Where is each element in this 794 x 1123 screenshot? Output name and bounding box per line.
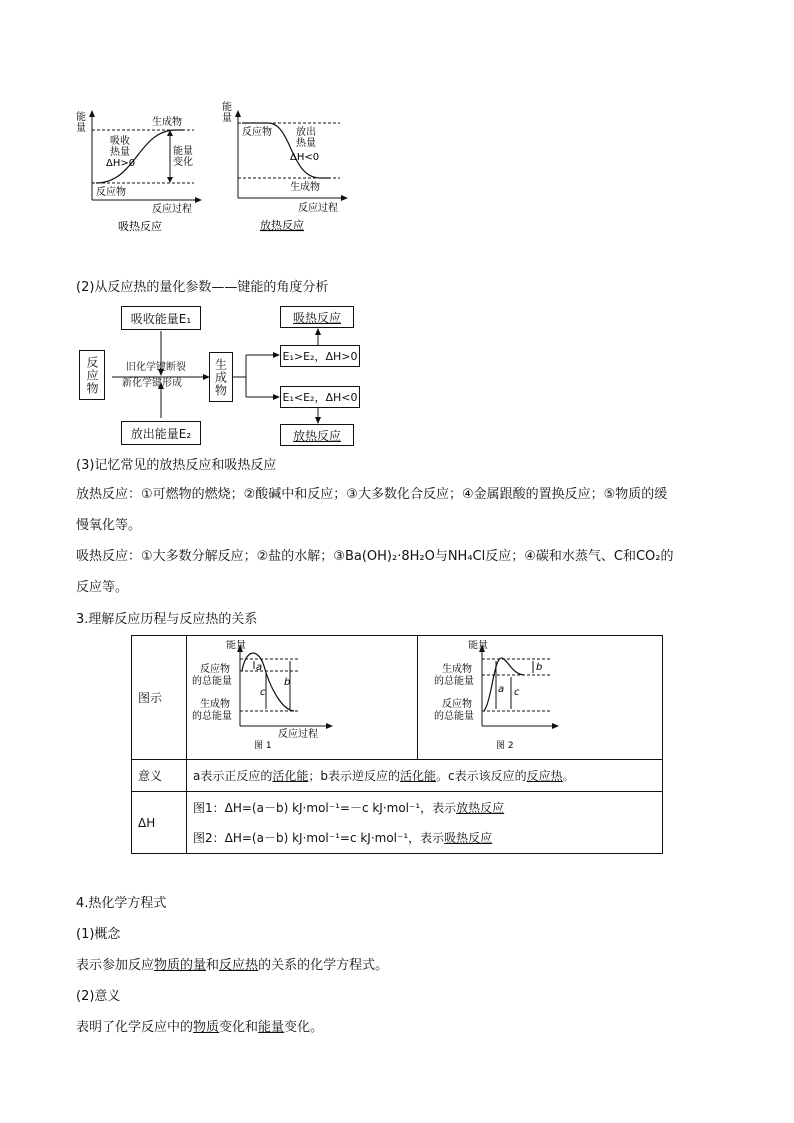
- meaning-part2: ；b表示逆反应的: [308, 769, 400, 783]
- meaning-reaction-heat: 反应热: [526, 769, 563, 783]
- part4-heading: 4.热化学方程式: [76, 896, 167, 911]
- exo-product-label: 生成物: [290, 182, 320, 193]
- endo-y-axis-2: 量: [76, 123, 86, 134]
- result-bottom-label: 放热反应: [292, 428, 341, 443]
- absorb-energy-label: 吸收能量E₁: [130, 311, 192, 326]
- table-row-label-dh: ΔH: [132, 792, 187, 854]
- reactant-box: [79, 350, 105, 400]
- product-box-label: 生成物: [213, 357, 228, 397]
- fig1-x-axis: 反应过程: [278, 729, 318, 740]
- exo-y-axis-1: 能: [222, 102, 232, 113]
- dh-fig2-line: [193, 823, 656, 853]
- meaning4-energy: 能量: [258, 1020, 285, 1035]
- endo-examples-line2: 反应等。: [76, 580, 129, 595]
- endo-x-axis: 反应过程: [152, 204, 192, 215]
- fig1-b: b: [284, 677, 291, 688]
- fig2-a: a: [498, 684, 505, 695]
- dh-fig1-text: 图1：ΔH=(a－b) kJ·mol⁻¹=－c kJ·mol⁻¹，表示: [193, 800, 457, 815]
- section3-heading: (3)记忆常见的放热反应和吸热反应: [76, 458, 277, 473]
- fig2-y-axis: 能量: [468, 640, 488, 651]
- meaning4-part1: 表明了化学反应中的: [76, 1020, 194, 1035]
- condition-bottom-label: E₁<E₂，ΔH<0: [282, 391, 358, 404]
- break-form-label-2: 新化学键形成: [122, 378, 182, 389]
- exo-reactant-label: 反应物: [242, 127, 272, 138]
- meaning-text: [76, 1020, 323, 1036]
- endo-absorb-2: 热量: [110, 147, 130, 158]
- meaning4-part3: 变化。: [284, 1020, 324, 1035]
- meaning4-part2: 变化和: [219, 1020, 259, 1035]
- dh-fig1-exothermic: 放热反应: [456, 800, 505, 815]
- meaning-heading: (2)意义: [76, 989, 121, 1004]
- result-top-label: 吸热反应: [292, 310, 341, 325]
- product-box: [209, 352, 233, 402]
- fig2-b: b: [536, 662, 543, 673]
- endothermic-diagram: [76, 108, 206, 233]
- part3-heading: 3.理解反应历程与反应热的关系: [76, 612, 258, 627]
- fig2-caption: 图 2: [496, 741, 514, 751]
- meaning-activation-forward: 活化能: [272, 769, 309, 783]
- exo-y-axis-2: 量: [222, 113, 232, 124]
- endo-caption: 吸热反应: [118, 220, 162, 233]
- table-meaning-cell: [187, 760, 663, 792]
- concept-part1: 表示参加反应: [76, 958, 155, 973]
- meaning-part1: a表示正反应的: [193, 769, 273, 783]
- table-dh-cell: [187, 792, 663, 854]
- exo-release-1: 放出: [296, 127, 316, 138]
- meaning-part3: 。c表示该反应的: [436, 769, 527, 783]
- fig1-low-1: 生成物: [200, 699, 230, 710]
- fig2-c: c: [514, 687, 520, 698]
- endo-product-label: 生成物: [152, 117, 182, 128]
- fig2-low-2: 的总能量: [434, 711, 474, 722]
- exo-examples-line2: 慢氧化等。: [76, 518, 142, 533]
- exothermic-diagram: [220, 98, 355, 233]
- fig1-high-2: 的总能量: [192, 676, 232, 687]
- meaning-activation-reverse: 活化能: [400, 769, 437, 783]
- exo-release-3: ΔH<0: [290, 152, 320, 163]
- endo-reactant-label: 反应物: [96, 187, 126, 198]
- concept-heading: (1)概念: [76, 927, 121, 942]
- endo-absorb-3: ΔH>0: [106, 158, 136, 169]
- dh-fig2-text: 图2：ΔH=(a－b) kJ·mol⁻¹=c kJ·mol⁻¹，表示: [193, 830, 445, 845]
- exo-caption: 放热反应: [260, 219, 304, 232]
- fig1-a: a: [256, 662, 263, 673]
- table-row-label-diagram: 图示: [132, 636, 187, 760]
- endo-examples-line1: 吸热反应：①大多数分解反应；②盐的水解；③Ba(OH)₂·8H₂O与NH₄Cl反应；④碳和水蒸气、C和CO₂的: [76, 549, 674, 564]
- absorb-energy-box: [121, 306, 201, 330]
- release-energy-box: [121, 421, 201, 445]
- exo-release-2: 热量: [296, 138, 316, 149]
- table-row-label-meaning: 意义: [132, 760, 187, 792]
- fig1-caption: 图 1: [254, 741, 272, 751]
- fig1-y-axis: 能量: [226, 640, 246, 651]
- condition-bottom-box: [280, 386, 360, 408]
- fig2-high-1: 生成物: [442, 664, 472, 675]
- fig2-low-1: 反应物: [442, 699, 472, 710]
- dh-fig1-line: [193, 793, 656, 823]
- condition-top-box: [280, 345, 360, 367]
- fig1-high-1: 反应物: [200, 664, 230, 675]
- endo-y-axis-1: 能: [76, 112, 86, 123]
- concept-text: [76, 958, 388, 974]
- meaning-part4: 。: [562, 769, 575, 783]
- release-energy-label: 放出能量E₂: [130, 426, 192, 441]
- fig1-c: c: [260, 687, 266, 698]
- concept-part2: 和: [206, 958, 220, 973]
- reactant-box-label: 反应物: [85, 355, 99, 395]
- table-figure-1: [190, 640, 400, 755]
- exo-x-axis: 反应过程: [298, 203, 338, 214]
- section2-heading: (2)从反应热的量化参数——键能的角度分析: [76, 280, 329, 295]
- endo-energy-change-2: 变化: [173, 157, 193, 168]
- concept-amount-of-substance: 物质的量: [154, 958, 207, 973]
- result-bottom-box: [280, 424, 354, 446]
- concept-part3: 的关系的化学方程式。: [258, 958, 389, 973]
- concept-reaction-heat: 反应热: [219, 958, 259, 973]
- exo-examples-line1: 放热反应：①可燃物的燃烧；②酸碱中和反应；③大多数化合反应；④金属跟酸的置换反应；⑤物质的缓: [76, 487, 668, 502]
- meaning4-substance: 物质: [193, 1020, 220, 1035]
- fig1-low-2: 的总能量: [192, 711, 232, 722]
- fig2-high-2: 的总能量: [434, 676, 474, 687]
- break-form-label-1: 旧化学键断裂: [126, 362, 186, 373]
- dh-fig2-endothermic: 吸热反应: [444, 830, 493, 845]
- condition-top-label: E₁>E₂，ΔH>0: [282, 350, 358, 363]
- table-figure-2: [432, 640, 652, 755]
- result-top-box: [280, 306, 354, 328]
- endo-energy-change-1: 能量: [173, 146, 193, 157]
- endo-absorb-1: 吸收: [110, 136, 130, 147]
